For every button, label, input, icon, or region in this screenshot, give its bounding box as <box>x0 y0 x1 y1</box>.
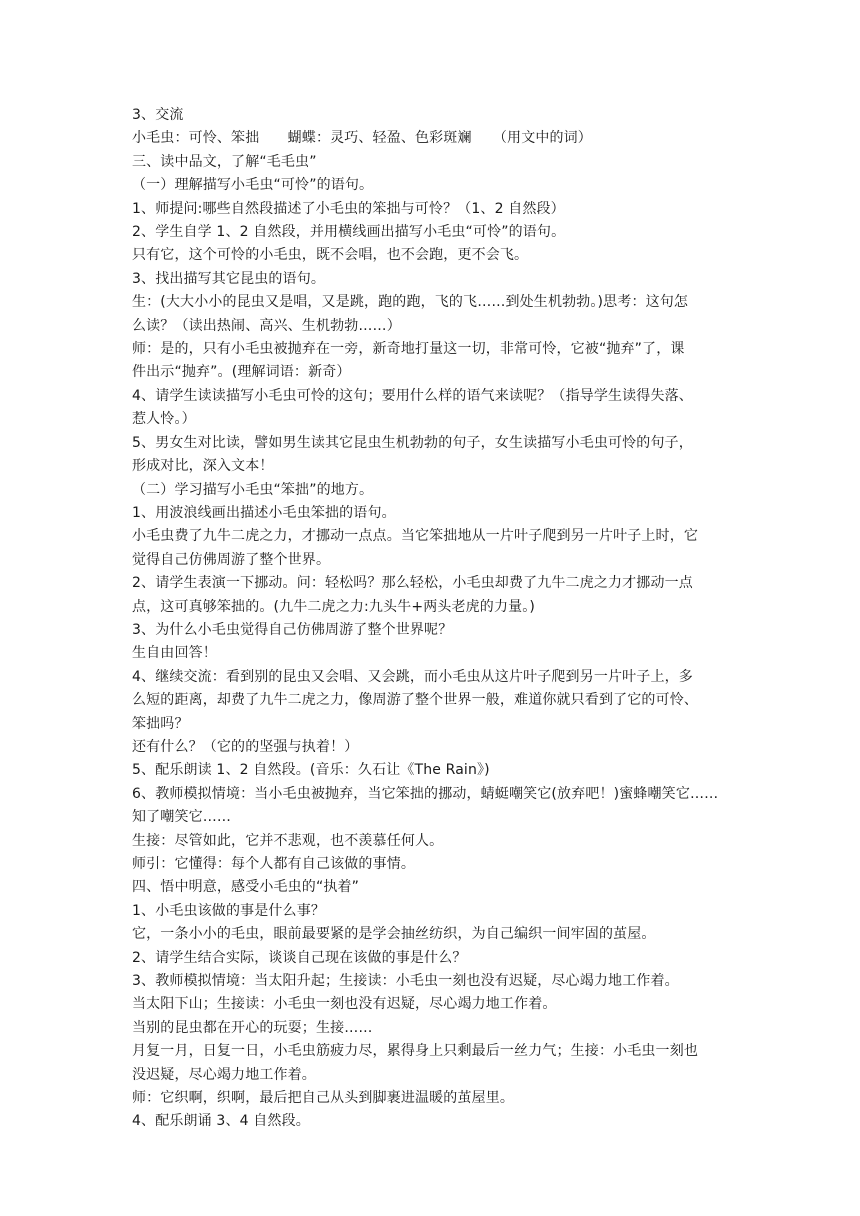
text-line: 4、请学生读读描写小毛虫可怜的这句；要用什么样的语气来读呢？（指导学生读得失落、 <box>132 387 693 404</box>
text-line: 师：是的，只有小毛虫被抛弃在一旁，新奇地打量这一切，非常可怜，它被“抛弃”了，课 <box>132 341 685 358</box>
text-line: 月复一月，日复一日，小毛虫筋疲力尽，累得身上只剩最后一丝力气；生接：小毛虫一刻也 <box>132 1043 698 1060</box>
text-line: 师：它织啊，织啊，最后把自己从头到脚裹进温暖的茧屋里。 <box>132 1090 515 1107</box>
subsection-heading: （二）学习描写小毛虫“笨拙”的地方。 <box>132 481 374 498</box>
text-line: 么读？（读出热闹、高兴、生机勃勃……） <box>132 317 401 334</box>
text-line: 3、为什么小毛虫觉得自己仿佛周游了整个世界呢？ <box>132 621 453 638</box>
text-line: 生自由回答！ <box>132 645 217 662</box>
text-line: 知了嘲笑它…… <box>132 809 232 826</box>
text-line: 6、教师模拟情境：当小毛虫被抛弃，当它笨拙的挪动，蜻蜓嘲笑它(放弃吧！)蜜蜂嘲笑它…… <box>132 785 719 802</box>
text-line: 当别的昆虫都在开心的玩耍；生接…… <box>132 1019 373 1036</box>
text-line: 师引：它懂得：每个人都有自己该做的事情。 <box>132 856 415 872</box>
text-line: 当太阳下山；生接读：小毛虫一刻也没有迟疑，尽心竭力地工作着。 <box>132 996 557 1013</box>
text-line: 还有什么？（它的的坚强与执着！） <box>132 738 359 755</box>
text-line: 件出示“抛弃”。(理解词语：新奇） <box>132 364 351 381</box>
text-line: 2、请学生表演一下挪动。问：轻松吗？那么轻松，小毛虫却费了九牛二虎之力才挪动一点 <box>132 575 693 592</box>
text-line: 点，这可真够笨拙的。(九牛二虎之力:九头牛+两头老虎的力量。) <box>132 598 536 615</box>
text-line: 1、师提问:哪些自然段描述了小毛虫的笨拙与可怜？（1、2 自然段） <box>132 200 565 217</box>
text-line: 3、交流 <box>132 107 184 123</box>
text-line: 3、教师模拟情境：当太阳升起；生接读：小毛虫一刻也没有迟疑，尽心竭力地工作着。 <box>132 973 679 990</box>
text-line: 4、继续交流：看到别的昆虫又会唱、又会跳，而小毛虫从这片叶子爬到另一片叶子上，多 <box>132 668 693 685</box>
section-heading: 三、读中品文，了解“毛毛虫” <box>132 153 317 170</box>
text-line: 形成对比，深入文本！ <box>132 458 274 475</box>
text-line: 么短的距离，却费了九牛二虎之力，像周游了整个世界一般，难道你就只看到了它的可怜、 <box>132 692 698 709</box>
text-line: 觉得自己仿佛周游了整个世界。 <box>132 551 331 568</box>
section-heading: 四、悟中明意，感受小毛虫的“执着” <box>132 879 360 896</box>
text-line: 生：(大大小小的昆虫又是唱，又是跳，跑的跑，飞的飞……到处生机勃勃。)思考：这句怎 <box>132 294 689 311</box>
text-line: 小毛虫：可怜、笨拙 蝴蝶：灵巧、轻盈、色彩斑斓 （用文中的词） <box>132 130 592 147</box>
text-line: 3、找出描写其它昆虫的语句。 <box>132 270 326 287</box>
document-body <box>132 104 732 1134</box>
text-line: 1、用波浪线画出描述小毛虫笨拙的语句。 <box>132 504 396 521</box>
text-line: 5、配乐朗读 1、2 自然段。(音乐：久石让《The Rain》) <box>132 762 490 779</box>
text-line: 5、男女生对比读，譬如男生读其它昆虫生机勃勃的句子，女生读描写小毛虫可怜的句子， <box>132 434 693 451</box>
text-line: 没迟疑，尽心竭力地工作着。 <box>132 1066 316 1083</box>
text-line: 惹人怜。） <box>132 411 196 428</box>
text-line: 笨拙吗？ <box>132 715 189 732</box>
text-line: 2、请学生结合实际，谈谈自己现在该做的事是什么？ <box>132 949 467 966</box>
subsection-heading: （一）理解描写小毛虫“可怜”的语句。 <box>132 177 374 194</box>
text-line: 1、小毛虫该做的事是什么事？ <box>132 902 326 919</box>
text-line: 4、配乐朗诵 3、4 自然段。 <box>132 1113 310 1130</box>
text-line: 只有它，这个可怜的小毛虫，既不会唱，也不会跑，更不会飞。 <box>132 247 529 264</box>
text-line: 它，一条小小的毛虫，眼前最要紧的是学会抽丝纺织，为自己编织一间牢固的茧屋。 <box>132 926 656 943</box>
text-line: 2、学生自学 1、2 自然段，并用横线画出描写小毛虫“可怜”的语句。 <box>132 224 566 241</box>
text-line: 小毛虫费了九牛二虎之力，才挪动一点点。当它笨拙地从一片叶子爬到另一片叶子上时，它 <box>132 528 698 545</box>
text-line: 生接：尽管如此，它并不悲观，也不羡慕任何人。 <box>132 832 444 849</box>
